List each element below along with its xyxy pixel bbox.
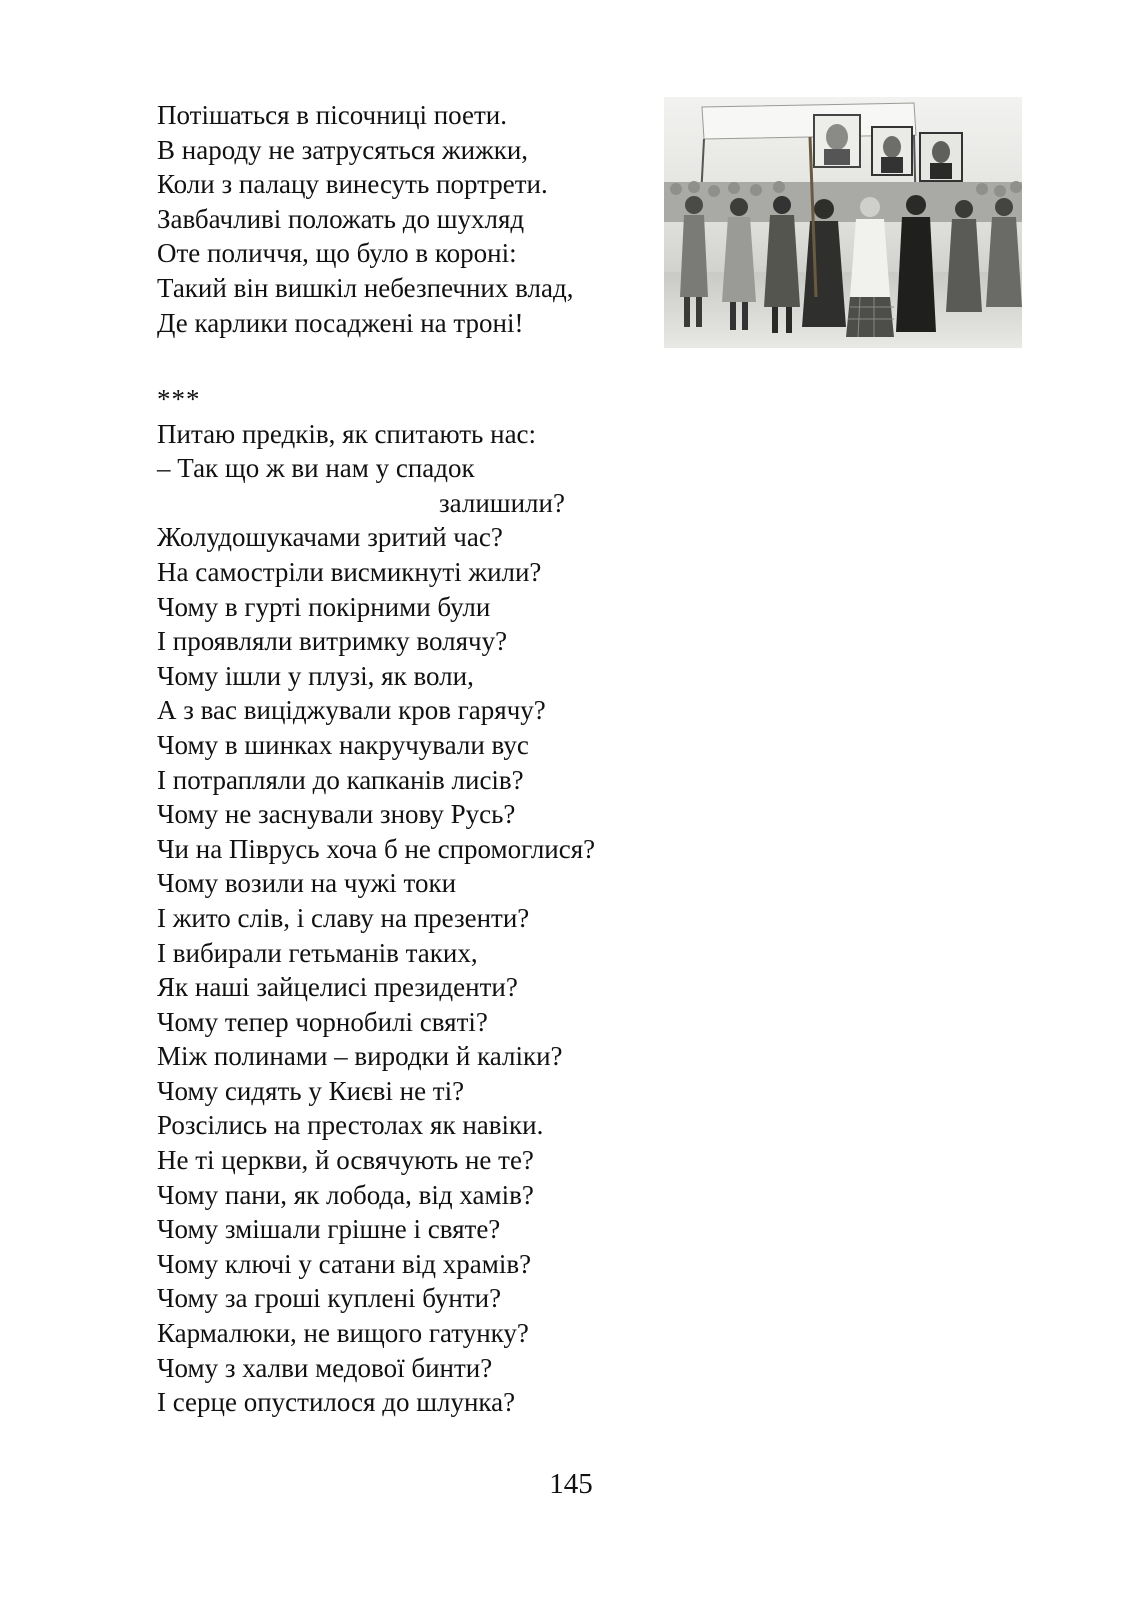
stanza-separator: *** — [157, 384, 201, 414]
poem-line: І проявляли витримку волячу? — [157, 626, 508, 657]
poem-line: Чому змішали грішне і святе? — [157, 1214, 501, 1245]
poem-line: І жито слів, і славу на презенти? — [157, 902, 530, 933]
poem-line: Коли з палацу винесуть портрети. — [157, 169, 548, 200]
poem-line: Чому ішли у плузі, як воли, — [157, 660, 474, 691]
poem-stanza-1 — [157, 98, 573, 340]
poem-line: На самостріли висмикнуті жили? — [157, 556, 542, 587]
poem-line: І вибирали гетьманів таких, — [157, 937, 478, 968]
poem-line: Чому ключі у сатани від храмів? — [157, 1248, 532, 1279]
poem-line: Кармалюки, не вищого гатунку? — [157, 1318, 529, 1349]
poem-line: Чому не заснували знову Русь? — [157, 799, 516, 830]
poem-line: Не ті церкви, й освячують не те? — [157, 1145, 534, 1176]
poem-line: В народу не затрусяться жижки, — [157, 134, 529, 165]
poem-line: Чому за гроші куплені бунти? — [157, 1283, 502, 1314]
poem-line: Чому в шинках накручували вус — [157, 729, 529, 760]
poem-line: Чому возили на чужі токи — [157, 868, 457, 899]
poem-line: Де карлики посаджені на троні! — [157, 307, 524, 338]
poem-line-indented: залишили? — [439, 487, 565, 518]
poem-line: Такий він вишкіл небезпечних влад, — [157, 272, 574, 303]
poem-line: – Так що ж ви нам у спадок — [157, 453, 475, 484]
poem-line: Як наші зайцелисі президенти? — [157, 972, 518, 1003]
poem-line: Питаю предків, як спитають нас: — [157, 418, 537, 449]
poem-line: Чому в гурті покірними були — [157, 591, 491, 622]
poem-line: І серце опустилося до шлунка? — [157, 1387, 516, 1418]
poem-stanza-2 — [157, 382, 595, 1420]
poem-line: Оте поличчя, що було в короні: — [157, 238, 517, 269]
poem-line: Чому пани, як лобода, від хамів? — [157, 1179, 534, 1210]
poem-line: Чому тепер чорнобилі святі? — [157, 1006, 488, 1037]
poem-line: І потрапляли до капканів лисів? — [157, 764, 524, 795]
poem-line: Чому сидять у Києві не ті? — [157, 1075, 465, 1106]
poem-line: Чи на Піврусь хоча б не спромоглися? — [157, 833, 596, 864]
poem-line: А з вас виціджували кров гарячу? — [157, 695, 546, 726]
poem-line: Завбачливі положать до шухляд — [157, 203, 525, 234]
poem-line: Розсілись на престолах як навіки. — [157, 1110, 544, 1141]
poem-line: Жолудошукачами зритий час? — [157, 522, 503, 553]
page-number: 145 — [549, 1468, 593, 1500]
poem-line: Потішаться в пісочниці поети. — [157, 100, 507, 130]
poem-line: Чому з халви медової бинти? — [157, 1352, 493, 1383]
photo-parade-icon — [664, 97, 1022, 348]
poem-line: Між полинами – виродки й каліки? — [157, 1041, 563, 1072]
